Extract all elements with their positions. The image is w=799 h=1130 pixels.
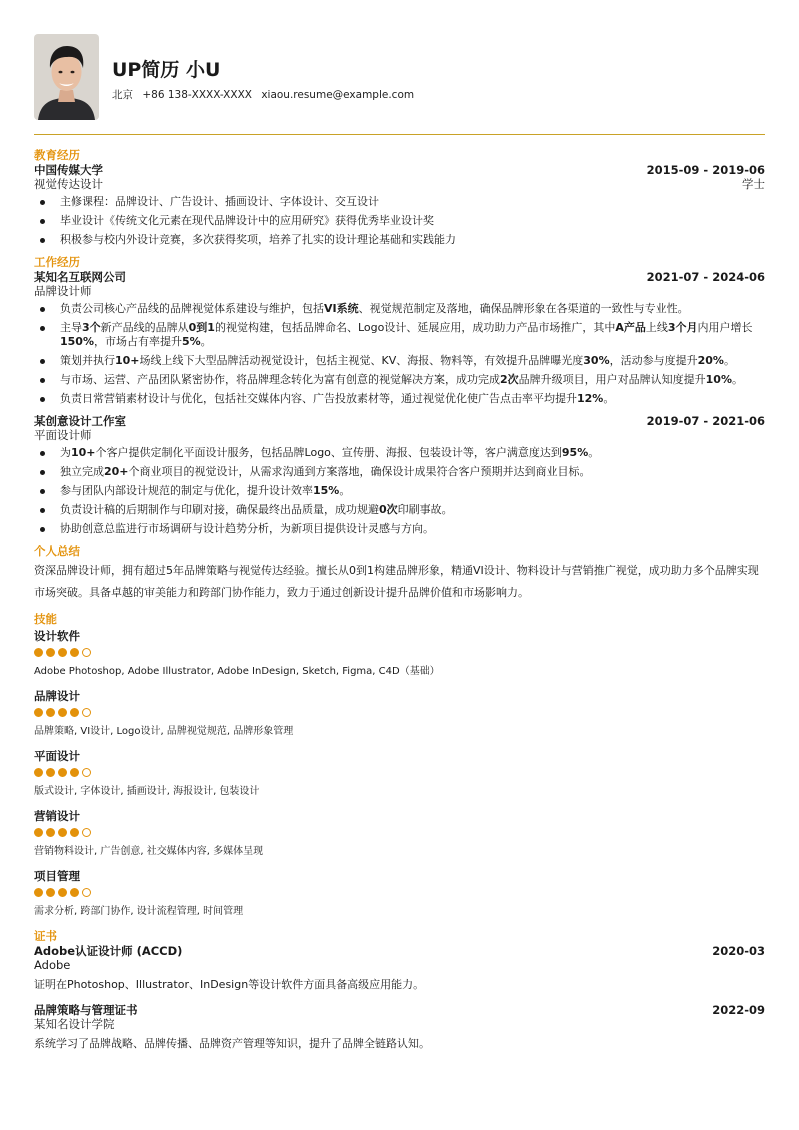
empty-dot-icon xyxy=(82,648,91,657)
company-name: 某知名互联网公司 xyxy=(34,270,126,284)
skill-level-rating xyxy=(34,648,765,658)
list-item xyxy=(34,446,765,460)
skill-name: 平面设计 xyxy=(34,749,80,763)
cert-entry xyxy=(34,1003,765,1051)
summary-text: 资深品牌设计师，拥有超过5年品牌策略与视觉传达经验。擅长从0到1构建品牌形象，精通VI设计、物料设计与营销推广视觉，成功助力多个品牌实现市场突破。具备卓越的审美能力和跨部门协作能力，致力于通过创新设计提升品牌价值和市场影响力。 xyxy=(34,564,759,599)
cert-row xyxy=(34,1003,765,1017)
highlight-text: 10+ xyxy=(115,354,140,367)
highlight-text: 10% xyxy=(705,373,732,386)
bullet-text: 。 xyxy=(588,446,600,459)
job-role: 平面设计师 xyxy=(34,428,92,442)
contact-line xyxy=(112,87,420,102)
bullet-text: 主导 xyxy=(60,321,82,334)
list-item xyxy=(34,465,765,479)
list-item xyxy=(34,503,765,517)
filled-dot-icon xyxy=(46,828,55,837)
filled-dot-icon xyxy=(34,648,43,657)
skill-name: 品牌设计 xyxy=(34,689,80,703)
job-subrow xyxy=(34,428,765,442)
list-item xyxy=(34,522,765,536)
bullet-text: 个商业项目的视觉设计，从需求沟通到方案落地，确保设计成果符合客户预期并达到商业目标。 xyxy=(128,465,591,478)
bullet-text: 品牌升级项目，用户对品牌认知度提升 xyxy=(518,373,706,386)
filled-dot-icon xyxy=(70,888,79,897)
cert-row xyxy=(34,944,765,958)
job-entry xyxy=(34,270,765,406)
bullet-text: 的视觉构建，包括品牌命名、Logo设计、延展应用，成功助力产品市场推广，其中 xyxy=(214,321,616,334)
filled-dot-icon xyxy=(58,708,67,717)
skill-name: 营销设计 xyxy=(34,809,80,823)
work-jobs xyxy=(34,270,765,536)
cert-name: 品牌策略与管理证书 xyxy=(34,1003,138,1017)
filled-dot-icon xyxy=(58,888,67,897)
empty-dot-icon xyxy=(82,888,91,897)
highlight-text: 0次 xyxy=(379,503,398,516)
skill-desc: 营销物料设计, 广告创意, 社交媒体内容, 多媒体呈现 xyxy=(34,846,264,857)
bullet-text: 。 xyxy=(200,335,212,348)
filled-dot-icon xyxy=(70,708,79,717)
education-bullets xyxy=(34,195,765,247)
contact-phone: +86 138-XXXX-XXXX xyxy=(142,89,252,101)
filled-dot-icon xyxy=(58,768,67,777)
bullet-text: 负责设计稿的后期制作与印刷对接，确保最终出品质量，成功规避 xyxy=(60,503,379,516)
highlight-text: VI系统 xyxy=(324,302,359,315)
highlight-text: 95% xyxy=(561,446,589,459)
work-title: 工作经历 xyxy=(34,255,80,269)
skill-level-rating xyxy=(34,708,765,718)
list-item xyxy=(34,484,765,498)
bullet-text: 负责公司核心产品线的品牌视觉体系建设与维护，包括 xyxy=(60,302,324,315)
highlight-text: 3个月 xyxy=(667,321,698,334)
work-section xyxy=(34,255,765,536)
bullet-text: ，市场占有率提升 xyxy=(93,335,182,348)
header-divider xyxy=(34,134,765,135)
job-row xyxy=(34,414,765,428)
skills-title: 技能 xyxy=(34,612,57,626)
skill-level-rating xyxy=(34,828,765,838)
highlight-text: 150% xyxy=(60,335,94,348)
avatar xyxy=(34,34,99,120)
job-bullets xyxy=(34,446,765,536)
bullet-text: 上线 xyxy=(645,321,668,334)
empty-dot-icon xyxy=(82,768,91,777)
bullet-text: 。 xyxy=(603,392,615,405)
filled-dot-icon xyxy=(70,828,79,837)
highlight-text: A产品 xyxy=(615,321,646,334)
bullet-text: ，活动参与度提升 xyxy=(609,354,698,367)
filled-dot-icon xyxy=(34,768,43,777)
filled-dot-icon xyxy=(70,768,79,777)
skill-desc: 需求分析, 跨部门协作, 设计流程管理, 时间管理 xyxy=(34,906,244,917)
highlight-text: 10+ xyxy=(71,446,96,459)
bullet-text: 印刷事故。 xyxy=(397,503,453,516)
list-item: 毕业设计《传统文化元素在现代品牌设计中的应用研究》获得优秀毕业设计奖 xyxy=(34,214,765,228)
filled-dot-icon xyxy=(34,828,43,837)
highlight-text: 20% xyxy=(697,354,724,367)
skills-list xyxy=(34,629,765,918)
skill-level-rating xyxy=(34,888,765,898)
candidate-name: UP简历 小U xyxy=(112,59,221,81)
bullet-text: 内用户增长 xyxy=(697,321,753,334)
skill-group xyxy=(34,629,765,678)
filled-dot-icon xyxy=(46,708,55,717)
filled-dot-icon xyxy=(58,828,67,837)
cert-date: 2020-03 xyxy=(712,944,765,958)
cert-desc: 系统学习了品牌战略、品牌传播、品牌资产管理等知识，提升了品牌全链路认知。 xyxy=(34,1037,430,1050)
bullet-text: 新产品线的品牌从 xyxy=(100,321,189,334)
cert-desc: 证明在Photoshop、Illustrator、InDesign等设计软件方面具备高级应用能力。 xyxy=(34,978,425,991)
education-title: 教育经历 xyxy=(34,148,80,162)
filled-dot-icon xyxy=(58,648,67,657)
filled-dot-icon xyxy=(46,888,55,897)
company-name: 某创意设计工作室 xyxy=(34,414,126,428)
job-subrow xyxy=(34,284,765,298)
cert-issuer: Adobe xyxy=(34,958,71,972)
highlight-text: 20+ xyxy=(104,465,129,478)
certs-list xyxy=(34,944,765,1051)
bullet-text: 场线上线下大型品牌活动视觉设计，包括主视觉、KV、海报、物料等，有效提升品牌曝光度 xyxy=(139,354,584,367)
education-row xyxy=(34,163,765,177)
job-entry xyxy=(34,414,765,536)
highlight-text: 0到1 xyxy=(188,321,215,334)
filled-dot-icon xyxy=(34,708,43,717)
empty-dot-icon xyxy=(82,708,91,717)
resume-content xyxy=(34,146,765,1062)
bullet-text: 独立完成 xyxy=(60,465,104,478)
job-dates: 2019-07 - 2021-06 xyxy=(646,414,765,428)
skill-desc: Adobe Photoshop, Adobe Illustrator, Adobe InDesign, Sketch, Figma, C4D（基础） xyxy=(34,666,440,677)
education-degree: 学士 xyxy=(742,177,765,191)
education-subrow xyxy=(34,177,765,191)
cert-entry xyxy=(34,944,765,992)
filled-dot-icon xyxy=(46,768,55,777)
education-dates: 2015-09 - 2019-06 xyxy=(646,163,765,177)
skill-desc: 版式设计, 字体设计, 插画设计, 海报设计, 包装设计 xyxy=(34,786,260,797)
highlight-text: 3个 xyxy=(82,321,101,334)
job-row xyxy=(34,270,765,284)
list-item: 积极参与校内外设计竞赛，多次获得奖项，培养了扎实的设计理论基础和实践能力 xyxy=(34,233,765,247)
skill-group xyxy=(34,689,765,738)
skill-desc: 品牌策略, VI设计, Logo设计, 品牌视觉规范, 品牌形象管理 xyxy=(34,726,294,737)
skill-group xyxy=(34,869,765,918)
highlight-text: 5% xyxy=(181,335,201,348)
summary-section xyxy=(34,544,765,604)
skill-name: 项目管理 xyxy=(34,869,80,883)
bullet-text: 负责日常营销素材设计与优化，包括社交媒体内容、广告投放素材等，通过视觉优化使广告点击率平均提升 xyxy=(60,392,577,405)
skill-group xyxy=(34,749,765,798)
bullet-text: 参与团队内部设计规范的制定与优化，提升设计效率 xyxy=(60,484,313,497)
skill-name: 设计软件 xyxy=(34,629,80,643)
certs-section xyxy=(34,929,765,1051)
filled-dot-icon xyxy=(34,888,43,897)
education-section xyxy=(34,148,765,247)
job-role: 品牌设计师 xyxy=(34,284,92,298)
filled-dot-icon xyxy=(46,648,55,657)
skills-section xyxy=(34,612,765,918)
list-item: 主修课程：品牌设计、广告设计、插画设计、字体设计、交互设计 xyxy=(34,195,765,209)
list-item xyxy=(34,392,765,406)
list-item xyxy=(34,321,765,349)
bullet-text: 策划并执行 xyxy=(60,354,115,367)
bullet-text: 与市场、运营、产品团队紧密协作，将品牌理念转化为富有创意的视觉解决方案，成功完成 xyxy=(60,373,500,386)
bullet-text: 、视觉规范制定及落地，确保品牌形象在各渠道的一致性与专业性。 xyxy=(358,302,689,315)
highlight-text: 12% xyxy=(577,392,604,405)
bullet-text: 个客户提供定制化平面设计服务，包括品牌Logo、宣传册、海报、包装设计等，客户满意度达到 xyxy=(95,446,562,459)
education-major: 视觉传达设计 xyxy=(34,177,103,191)
skill-group xyxy=(34,809,765,858)
cert-issuer: 某知名设计学院 xyxy=(34,1017,115,1031)
highlight-text: 30% xyxy=(583,354,610,367)
job-bullets xyxy=(34,302,765,406)
list-item xyxy=(34,354,765,368)
cert-date: 2022-09 xyxy=(712,1003,765,1017)
highlight-text: 2次 xyxy=(500,373,519,386)
empty-dot-icon xyxy=(82,828,91,837)
certs-title: 证书 xyxy=(34,929,57,943)
bullet-text: 协助创意总监进行市场调研与设计趋势分析，为新项目提供设计灵感与方向。 xyxy=(60,522,434,535)
list-item xyxy=(34,373,765,387)
list-item xyxy=(34,302,765,316)
bullet-text: 。 xyxy=(339,484,351,497)
bullet-text: 。 xyxy=(723,354,735,367)
skill-level-rating xyxy=(34,768,765,778)
job-dates: 2021-07 - 2024-06 xyxy=(646,270,765,284)
bullet-text: 。 xyxy=(732,373,743,386)
cert-name: Adobe认证设计师 (ACCD) xyxy=(34,944,183,958)
bullet-text: 为 xyxy=(60,446,71,459)
contact-city: 北京 xyxy=(112,89,133,101)
school-name: 中国传媒大学 xyxy=(34,163,103,177)
filled-dot-icon xyxy=(70,648,79,657)
summary-title: 个人总结 xyxy=(34,544,80,558)
highlight-text: 15% xyxy=(313,484,340,497)
contact-email: xiaou.resume@example.com xyxy=(261,89,415,101)
resume-header xyxy=(34,34,765,126)
